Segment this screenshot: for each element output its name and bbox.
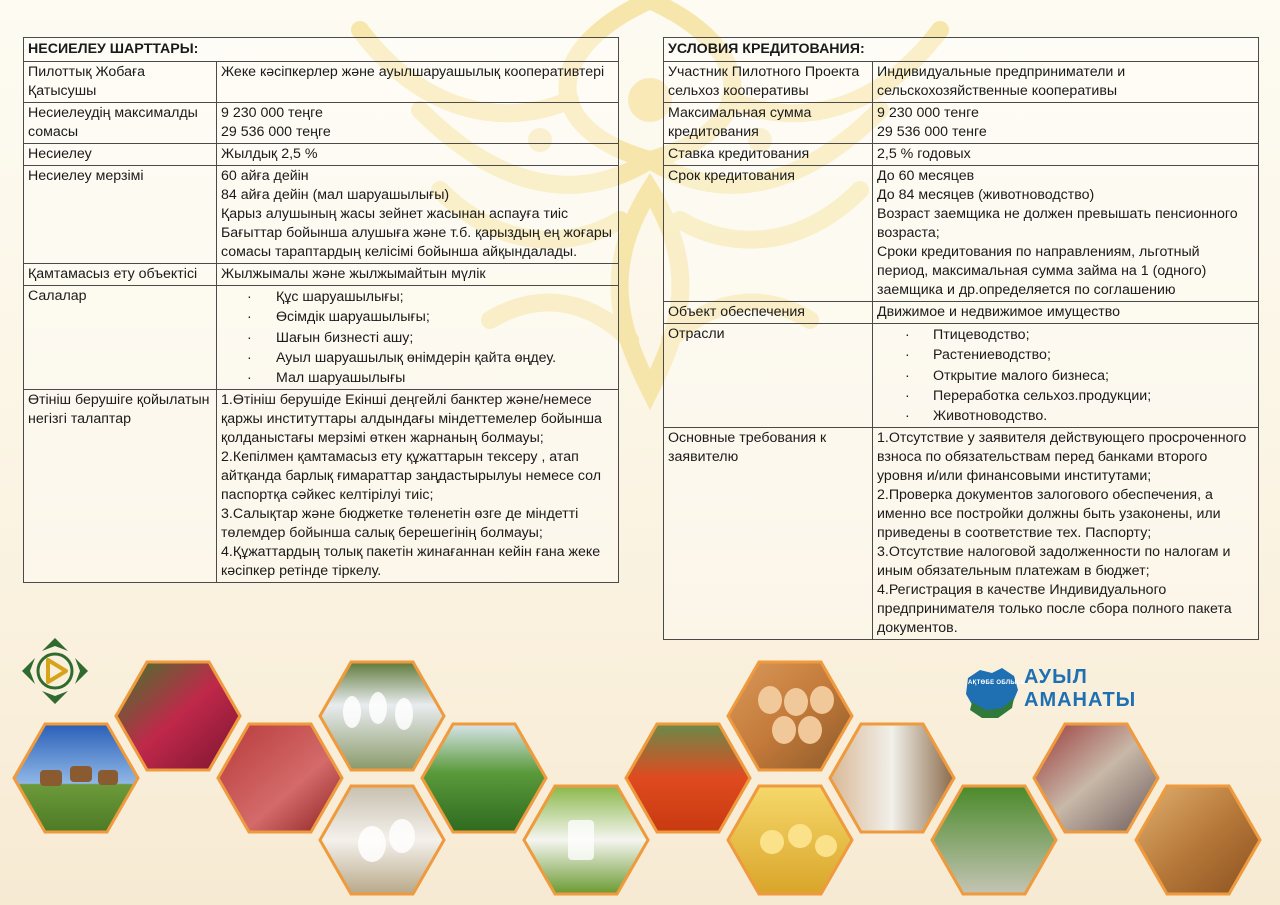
agency-logo — [20, 636, 90, 706]
aul-amanaty-logo — [962, 664, 1142, 720]
region-map-icon — [962, 664, 1022, 720]
list-item: · Мал шаруашылығы — [221, 368, 614, 388]
row-label: Несиелеу мерзімі — [24, 166, 217, 264]
table-row — [664, 302, 1259, 324]
table-row — [24, 144, 619, 166]
eggs-photo — [728, 662, 852, 770]
row-value: Движимое и недвижимое имущество — [873, 302, 1259, 324]
row-label: Основные требования к заявителю — [664, 428, 873, 640]
table-row — [664, 428, 1259, 640]
row-value: Индивидуальные предприниматели и сельскохозяйственные кооперативы — [873, 62, 1259, 103]
list-item: · Переработка сельхоз.продукции; — [877, 386, 1254, 406]
table-row — [664, 166, 1259, 302]
sector-list — [877, 325, 1254, 426]
list-item: · Птицеводство; — [877, 325, 1254, 345]
list-item: · Құс шаруашылығы; — [221, 287, 614, 307]
table-row — [24, 390, 619, 583]
row-label: Несиелеу — [24, 144, 217, 166]
table-row — [24, 166, 619, 264]
tomatoes-photo — [626, 724, 750, 832]
bread-photo — [1136, 786, 1260, 894]
row-label: Ставка кредитования — [664, 144, 873, 166]
hen-photo — [830, 724, 954, 832]
table-row — [24, 264, 619, 286]
logo-line-2: АМАНАТЫ — [1024, 689, 1137, 711]
table-row — [24, 62, 619, 103]
list-item: · Өсімдік шаруашылығы; — [221, 307, 614, 327]
sprouts-photo — [932, 786, 1056, 894]
row-label: Участник Пилотного Проекта сельхоз кооперативы — [664, 62, 873, 103]
list-item: · Открытие малого бизнеса; — [877, 366, 1254, 386]
row-value: До 60 месяцев До 84 месяцев (животноводство) Возраст заемщика не должен превышать пенсионного возраста; Сроки кредитования по направлениям, льготный период, максимальная сумма займа на 1 (одного) заемщика и др.определяется по соглашению — [873, 166, 1259, 302]
region-label: АҚТӨБЕ ОБЛЫСЫ — [968, 680, 1028, 686]
table-row — [664, 62, 1259, 103]
vegetables-photo — [116, 662, 240, 770]
row-label: Максимальная сумма кредитования — [664, 103, 873, 144]
diamond-logo-icon — [22, 638, 88, 704]
row-label: Несиелеудің максималды сомасы — [24, 103, 217, 144]
credit-terms-table-kz — [23, 37, 619, 583]
table-header-row — [24, 38, 619, 62]
row-value: 9 230 000 тенге 29 536 000 тенге — [873, 103, 1259, 144]
row-value: Жылдық 2,5 % — [217, 144, 619, 166]
table-title: УСЛОВИЯ КРЕДИТОВАНИЯ: — [664, 38, 1259, 62]
greenhouse-photo — [422, 724, 546, 832]
row-label: Пилоттық Жобаға Қатысушы — [24, 62, 217, 103]
meat-photo — [218, 724, 342, 832]
row-value: 2,5 % годовых — [873, 144, 1259, 166]
row-label: Салалар — [24, 286, 217, 390]
row-value: 1.Өтініш берушіде Екінші деңгейлі банктер және/немесе қаржы институттары алдындағы міндеттемелер бойынша қолданыстағы мерзімі өткен жарнаның болмауы; 2.Кепілмен қамтамасыз ету құжаттарын тексеру , атап айтқанда барлық ғимараттар заңдастырылуы немесе сол паспортқа сәйкес келтірілуі тиіс; 3.Салықтар және бюджетке төленетін өзге де міндетті төлемдер бойынша салық берешегінің болмауы; 4.Құжаттардың толық пакетін жинағаннан кейін ғана жеке кәсіпкер ретінде тіркелу. — [217, 390, 619, 583]
credit-terms-table-ru — [663, 37, 1259, 640]
row-label: Өтініш берушіге қойылатын негізгі талаптар — [24, 390, 217, 583]
row-value: Жеке кәсіпкерлер және ауылшаруашылық кооперативтері — [217, 62, 619, 103]
row-value: 60 айға дейін 84 айға дейін (мал шаруашылығы) Қарыз алушының жасы зейнет жасынан аспауға тиіс Бағыттар бойынша алушыға және т.б. қарыздың ең жоғары сомасы тараптардың келісімі бойынша айқындалады. — [217, 166, 619, 264]
logo-line-1: АУЫЛ — [1024, 666, 1088, 688]
egg-conveyor-photo — [1034, 724, 1158, 832]
row-value — [873, 324, 1259, 428]
table-row — [664, 103, 1259, 144]
table-title: НЕСИЕЛЕУ ШАРТТАРЫ: — [24, 38, 619, 62]
table-header-row — [664, 38, 1259, 62]
table-row — [664, 324, 1259, 428]
list-item: · Шағын бизнесті ашу; — [221, 328, 614, 348]
table-row — [24, 103, 619, 144]
row-value: Жылжымалы және жылжымайтын мүлік — [217, 264, 619, 286]
row-value: 9 230 000 теңге 29 536 000 теңге — [217, 103, 619, 144]
row-label: Объект обеспечения — [664, 302, 873, 324]
table-row — [24, 286, 619, 390]
row-value: 1.Отсутствие у заявителя действующего просроченного взноса по обязательствам перед банками второго уровня и/или финансовыми институтами; 2.Проверка документов залогового обеспечения, а именно все постройки должны быть узаконены, или приведены в соответствие тех. Паспорту; 3.Отсутствие налоговой задолженности по налогам и иным обязательным платежам в бюджет; 4.Регистрация в качестве Индивидуального предпринимателя только после сбора полного пакета документов. — [873, 428, 1259, 640]
table-row — [664, 144, 1259, 166]
row-label: Отрасли — [664, 324, 873, 428]
row-label: Қамтамасыз ету объектісі — [24, 264, 217, 286]
list-item: · Ауыл шаруашылық өнімдерін қайта өңдеу. — [221, 348, 614, 368]
list-item: · Животноводство. — [877, 406, 1254, 426]
row-label: Срок кредитования — [664, 166, 873, 302]
sector-list — [221, 287, 614, 388]
list-item: · Растениеводство; — [877, 345, 1254, 365]
row-value — [217, 286, 619, 390]
